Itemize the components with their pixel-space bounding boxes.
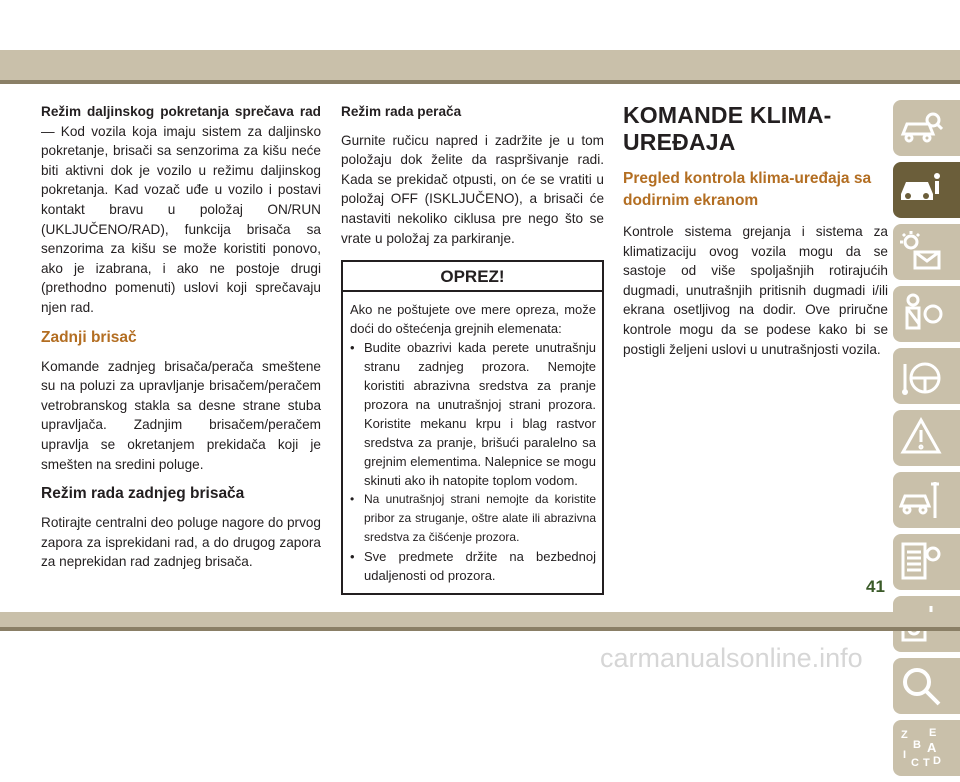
column-middle (341, 102, 604, 595)
warning-title: OPREZ! (343, 262, 602, 292)
svg-text:T: T (923, 757, 930, 769)
warning-list (350, 338, 596, 585)
column-right (623, 102, 888, 359)
tab-lights-message[interactable] (893, 224, 960, 280)
car-tools-icon (899, 478, 943, 522)
svg-text:Z: Z (901, 729, 908, 741)
magnifier-icon (899, 664, 943, 708)
climate-paragraph: Kontrole sistema grejanja i sistema za klimatizaciju ovog vozila mogu da se sastoje od više spoljašnjih rotirajućih dugmadi, unutrašnjih pritisnih dugmadi i/ili ekrana osetljivog na dodir. Ove priručne kontrole mogu da se podese kako bi se postigli željeni uslovi u unutrašnjosti vozila. (623, 224, 888, 357)
tab-magnifier[interactable] (893, 658, 960, 714)
svg-text:B: B (913, 739, 921, 751)
washer-mode-paragraph: Gurnite ručicu napred i zadržite je u tom položaju dok želite da raspršivanje radi. Kada se prekidač otpusti, on će se vratiti u položaj OFF (ISKLJUČENO), a brisači će nastaviti nekoliko ciklusa pre nego što se vrate u položaj za parkiranje. (341, 132, 604, 246)
car-search-icon (899, 106, 943, 150)
seatbelt-airbag-icon (899, 292, 943, 336)
svg-text:I: I (903, 749, 907, 761)
warning-intro: Ako ne poštujete ove mere opreza, može doći do oštećenja grejnih elemenata: (350, 301, 596, 336)
svg-text:D: D (933, 755, 941, 767)
watermark: carmanualsonline.info (600, 643, 863, 673)
chapter-tabs (893, 100, 960, 782)
tab-list-gear[interactable] (893, 534, 960, 590)
section-title: KOMANDE KLIMA-UREĐAJA (623, 102, 832, 155)
tab-seatbelt-airbag[interactable] (893, 286, 960, 342)
tab-steering-wheel[interactable] (893, 348, 960, 404)
warning-body (343, 292, 602, 593)
lights-message-icon (899, 230, 943, 274)
page-number: 41 (866, 577, 885, 596)
section-subtitle: Pregled kontrola klima-uređaja sa dodirnim ekranom (623, 170, 872, 209)
svg-text:E: E (929, 727, 937, 739)
tab-car-info[interactable] (893, 162, 960, 218)
list-gear-icon (899, 540, 943, 584)
tab-warning-car[interactable] (893, 410, 960, 466)
warning-item: • Na unutrašnjoj strani nemojte da koristite pribor za struganje, oštre alate ili abrazivna sredstva za čišćenje prozora. (350, 490, 596, 547)
remote-start-text: — Kod vozila koja imaju sistem za daljinsko pokretanje, brisači sa senzorima za kišu neće biti aktivni dok je vozilo u režimu daljinskog pokretanja. Kad vozač uđe u vozilo i postavi kontakt bravu u položaj ON/RUN (UKLJUČENO/RAD), funkcija brisača sa senzorima za kišu se može koristiti ponovo, ako je izabrana, i ako ne postoje drugi (prethodno pomenuti) uslovi koji sprečavaju njen rad. (41, 123, 321, 315)
rear-wiper-paragraph: Komande zadnjeg brisača/perača smeštene su na poluzi za upravljanje brisačem/peračem vetrobranskog stakla sa desne strane stuba upravljača. Zadnjim brisačem/peračem upravlja se okretanjem prekidača koji je smešten na sredini poluge. (41, 358, 321, 472)
header-rule (0, 80, 960, 84)
warning-item: • Sve predmete držite na bezbednoj udaljenosti od prozora. (350, 547, 596, 585)
warning-box (341, 260, 604, 595)
header-band (0, 50, 960, 80)
tab-car-search[interactable] (893, 100, 960, 156)
washer-mode-heading: Režim rada perača (341, 104, 462, 119)
tab-alphabet-index[interactable] (893, 720, 960, 776)
svg-text:C: C (911, 757, 919, 769)
alphabet-index-icon (899, 726, 943, 770)
car-info-icon (899, 168, 943, 212)
rear-wiper-heading: Zadnji brisač (41, 328, 137, 346)
warning-item: • Budite obazrivi kada perete unutrašnju stranu zadnjeg prozora. Nemojte koristiti abrazivna sredstva za pranje prozora na unutrašnjoj strani prozora. Koristite mekanu krpu i blag rastvor sredstva za pranje, brišući paralelno sa grejnim elementima. Nalepnice se mogu skinuti ako ih natopite toplom vodom. (350, 338, 596, 490)
warning-triangle-car-icon (899, 416, 943, 460)
footer-band (0, 612, 960, 627)
remote-start-heading: Režim daljinskog pokretanja sprečava rad (41, 104, 321, 119)
rear-wiper-mode-paragraph: Rotirajte centralni deo poluge nagore do prvog zapora za isprekidani rad, a do drugog zapora za neprekidan rad zadnjeg brisača. (41, 515, 321, 570)
tab-car-tools[interactable] (893, 472, 960, 528)
steering-wheel-icon (899, 354, 943, 398)
remote-start-paragraph (41, 102, 321, 318)
rear-wiper-mode-heading: Režim rada zadnjeg brisača (41, 485, 245, 503)
column-left (41, 102, 321, 572)
footer-rule (0, 627, 960, 631)
svg-text:A: A (927, 740, 937, 755)
